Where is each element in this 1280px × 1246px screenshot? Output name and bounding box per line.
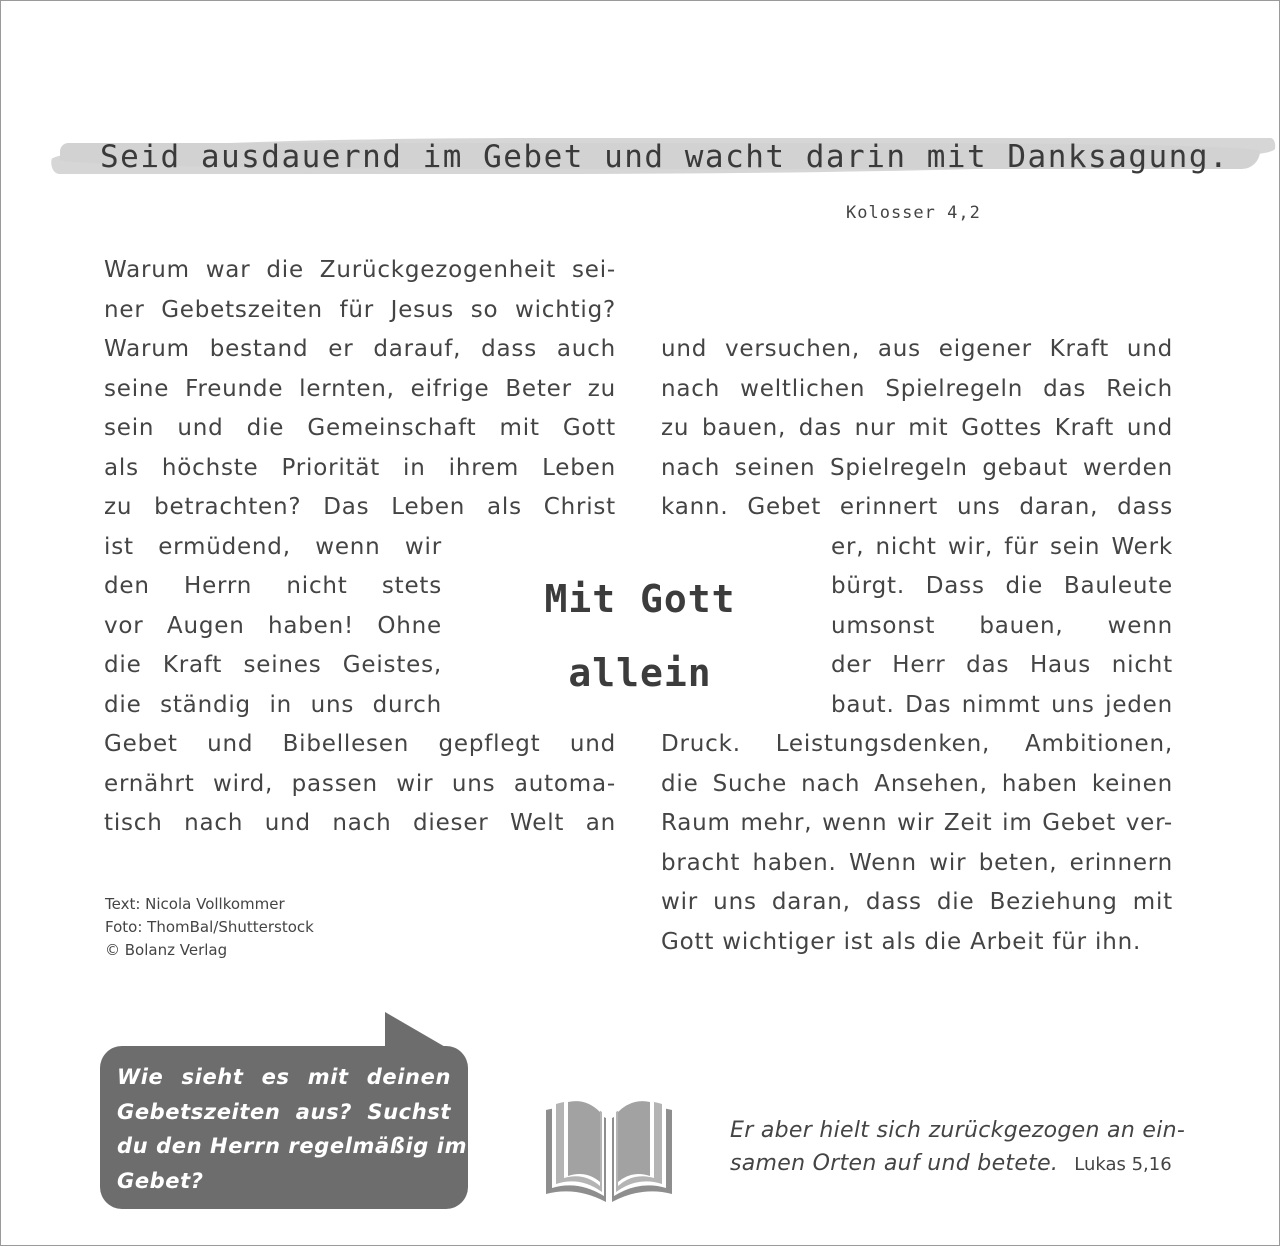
- header-verse: Seid ausdauernd im Gebet und wacht darin mit Danksagung.: [100, 139, 1230, 175]
- text-line: nach weltlichen Spielregeln das Reich: [661, 375, 1173, 402]
- footer-quote-reference: Lukas 5,16: [1074, 1154, 1172, 1175]
- question-text: [117, 1060, 468, 1198]
- text-line: Druck. Leistungsdenken, Ambitionen,: [661, 731, 1173, 757]
- text-line: den Herrn nicht stets: [104, 573, 442, 599]
- center-title-line-2: allein: [568, 651, 712, 695]
- open-book-icon: [544, 1098, 674, 1202]
- text-line: Gebet und Bibellesen gepflegt und: [104, 731, 616, 757]
- text-line: ernährt wird, passen wir uns automa-: [104, 770, 616, 797]
- footer-quote-line-1: Er aber hielt sich zurückgezogen an ein-: [730, 1118, 1186, 1143]
- text-line: bracht haben. Wenn wir beten, erinnern: [661, 849, 1173, 876]
- text-line: tisch nach und nach dieser Welt an: [104, 810, 616, 836]
- text-line: Warum war die Zurückgezogenheit sei-: [104, 257, 616, 283]
- question-line: Gebetszeiten aus? Suchst: [117, 1099, 451, 1124]
- question-line: du den Herrn regelmäßig im: [117, 1134, 468, 1158]
- text-line: Raum mehr, wenn wir Zeit im Gebet ver-: [661, 810, 1173, 836]
- text-line: die Suche nach Ansehen, haben keinen: [661, 770, 1173, 797]
- text-line: zu betrachten? Das Leben als Christ: [104, 494, 616, 520]
- text-line: wir uns daran, dass die Beziehung mit: [661, 889, 1173, 915]
- text-line: er, nicht wir, für sein Werk: [831, 533, 1173, 560]
- header-verse-reference: Kolosser 4,2: [846, 203, 981, 223]
- footer-quote-line-2-text: samen Orten auf und betete.: [730, 1151, 1059, 1176]
- credit-publisher: © Bolanz Verlag: [105, 941, 228, 959]
- text-line: die Kraft seines Geistes,: [104, 652, 442, 678]
- text-line: ist ermüdend, wenn wir: [104, 533, 442, 560]
- text-line: der Herr das Haus nicht: [831, 652, 1173, 678]
- left-column: [104, 256, 616, 836]
- text-line: als höchste Priorität in ihrem Leben: [104, 454, 616, 481]
- text-line: umsonst bauen, wenn: [831, 612, 1173, 639]
- center-title-line-1: Mit Gott: [544, 577, 736, 621]
- text-line: ner Gebetszeiten für Jesus so wichtig?: [104, 296, 616, 323]
- text-line: bürgt. Dass die Bauleute: [831, 573, 1173, 599]
- credit-photo: Foto: ThomBal/Shutterstock: [105, 918, 314, 936]
- text-line: Warum bestand er darauf, dass auch: [104, 336, 616, 362]
- text-line: baut. Das nimmt uns jeden: [831, 691, 1173, 718]
- question-line: Gebet?: [117, 1168, 204, 1193]
- text-line: nach seinen Spielregeln gebaut werden: [661, 454, 1173, 481]
- right-column: [661, 335, 1173, 955]
- question-line: Wie sieht es mit deinen: [117, 1065, 451, 1089]
- speech-bubble-tail: [385, 1012, 447, 1048]
- credits: [105, 893, 314, 962]
- text-line: zu bauen, das nur mit Gottes Kraft und: [661, 415, 1173, 441]
- text-line: und versuchen, aus eigener Kraft und: [661, 336, 1173, 362]
- text-line: die ständig in uns durch: [104, 691, 442, 718]
- text-line: kann. Gebet erinnert uns daran, dass: [661, 494, 1173, 520]
- credit-text-author: Text: Nicola Vollkommer: [105, 895, 285, 913]
- text-line: sein und die Gemeinschaft mit Gott: [104, 415, 616, 441]
- footer-quote: [730, 1114, 1185, 1181]
- footer-quote-line-2: [730, 1147, 1185, 1181]
- text-line: seine Freunde lernten, eifrige Beter zu: [104, 375, 616, 402]
- text-line: vor Augen haben! Ohne: [104, 612, 442, 639]
- text-line: Gott wichtiger ist als die Arbeit für ihn.: [661, 928, 1142, 955]
